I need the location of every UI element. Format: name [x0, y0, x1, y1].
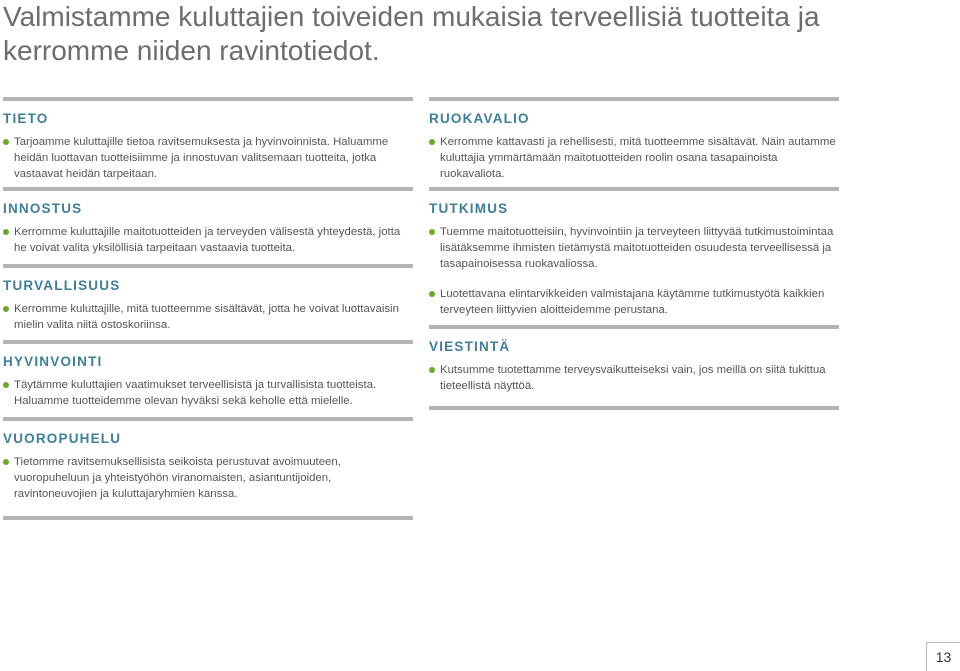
section-title: VIESTINTÄ — [429, 339, 511, 354]
section-divider — [3, 187, 413, 191]
section-divider — [3, 264, 413, 268]
section-turvallisuus — [3, 264, 413, 347]
section-divider — [429, 406, 839, 410]
section-divider — [3, 516, 413, 520]
section-divider — [429, 187, 839, 191]
bullet-icon — [429, 229, 435, 235]
bullet-icon — [3, 306, 9, 312]
section-viestinta — [429, 325, 839, 420]
bullet-icon — [429, 291, 435, 297]
page-headline: Valmistamme kuluttajien toiveiden mukaisia terveellisiä tuotteita ja kerromme niiden ravintotiedot. — [3, 1, 820, 66]
section-tutkimus — [429, 187, 839, 332]
bullet-icon — [429, 367, 435, 373]
list-item: Täytämme kuluttajien vaatimukset terveellisistä ja turvallisista tuotteista. Haluamme tuotteidemme olevan hyväksi sekä keholle että mielelle. — [3, 377, 413, 409]
section-divider — [3, 97, 413, 101]
section-divider — [3, 340, 413, 344]
section-title: RUOKAVALIO — [429, 111, 530, 126]
list-item: Tuemme maitotuotteisiin, hyvinvointiin ja terveyteen liittyvää tutkimustoimintaa lisätäksemme ihmisten tietämystä maitotuotteiden osuudesta terveellisessä ja tasapainoisessa ruokavaliossa. — [429, 224, 839, 272]
list-item: Kutsumme tuotettamme terveysvaikutteiseksi vain, jos meillä on siitä tukittua tieteellistä näyttöä. — [429, 362, 839, 394]
bullet-icon — [3, 229, 9, 235]
section-hyvinvointi — [3, 340, 413, 423]
list-item: Kerromme kuluttajille, mitä tuotteemme sisältävät, jotta he voivat luottavaisin mielin valita niitä ostoskoriinsa. — [3, 301, 413, 333]
page-number: 13 — [926, 642, 960, 671]
bullet-icon — [3, 382, 9, 388]
section-title: INNOSTUS — [3, 201, 83, 216]
list-item: Kerromme kuluttajille maitotuotteiden ja terveyden välisestä yhteydestä, jotta he voivat valita yksilöllisiä tarpeitaan vastaavia tuotteita. — [3, 224, 413, 256]
section-title: HYVINVOINTI — [3, 354, 103, 369]
section-title: VUOROPUHELU — [3, 431, 122, 446]
section-title: TIETO — [3, 111, 49, 126]
section-divider — [429, 325, 839, 329]
section-title: TUTKIMUS — [429, 201, 509, 216]
list-item: Luotettavana elintarvikkeiden valmistajana käytämme tutkimustyötä kaikkien terveyteen liittyvien aloitteidemme perustana. — [429, 286, 839, 318]
section-title: TURVALLISUUS — [3, 278, 121, 293]
section-divider — [429, 97, 839, 101]
list-item: Tarjoamme kuluttajille tietoa ravitsemuksesta ja hyvinvoinnista. Haluamme heidän luottavan tuotteisiimme ja innostuvan valitsemaan tuotteita, jotka vastaavat heidän tarpeitaan. — [3, 134, 413, 182]
section-innostus — [3, 187, 413, 270]
bullet-icon — [3, 459, 9, 465]
list-item: Kerromme kattavasti ja rehellisesti, mitä tuotteemme sisältävät. Näin autamme kuluttajia ymmärtämään maitotuotteiden roolin osana tasapainoista ruokavaliota. — [429, 134, 839, 182]
section-divider — [3, 417, 413, 421]
section-ruokavalio — [429, 97, 839, 196]
bullet-icon — [3, 139, 9, 145]
section-tieto — [3, 97, 413, 196]
bullet-icon — [429, 139, 435, 145]
list-item: Tietomme ravitsemuksellisista seikoista perustuvat avoimuuteen, vuoropuheluun ja yhteistyöhön viranomaisten, asiantuntijoiden, ravintoneuvojien ja kuluttajaryhmien kanssa. — [3, 454, 413, 502]
section-vuoropuhelu — [3, 417, 413, 530]
